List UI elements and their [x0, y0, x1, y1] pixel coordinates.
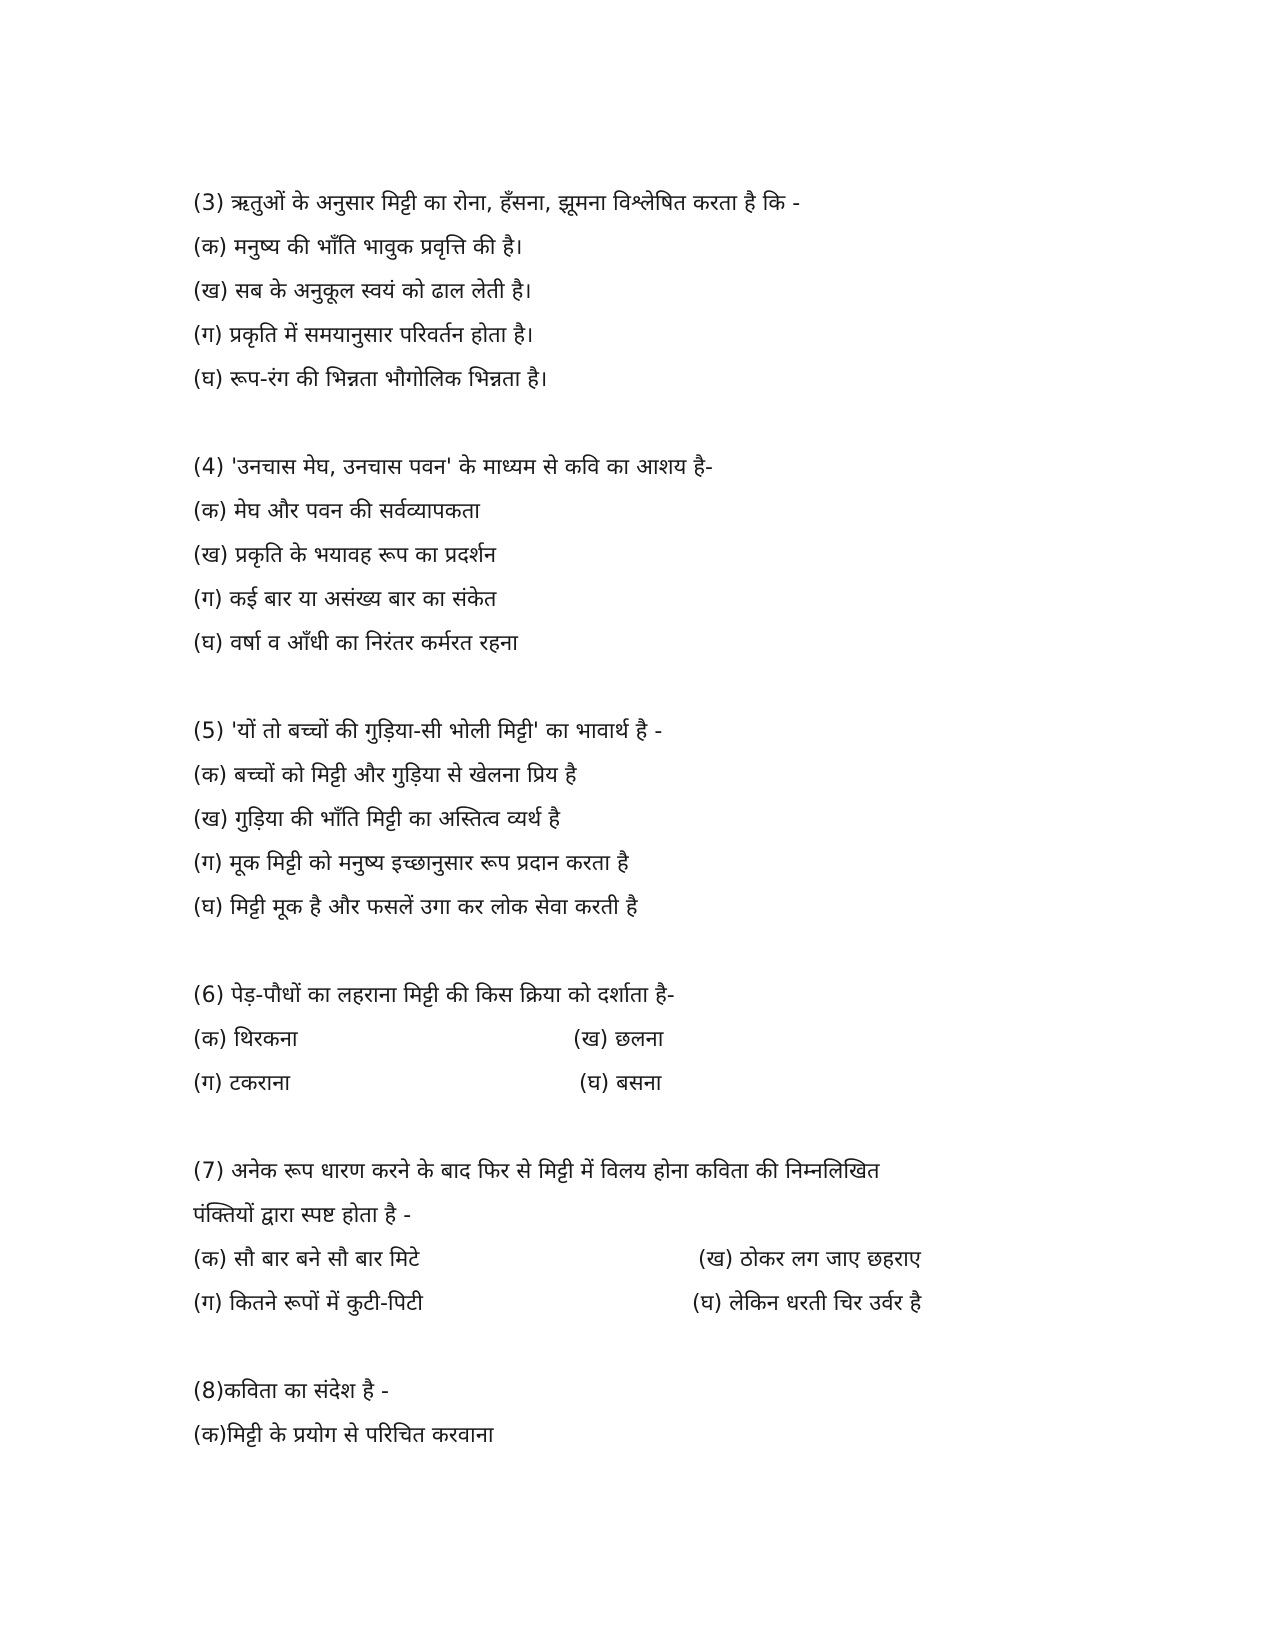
question-6-options-row-2 — [193, 1062, 1093, 1106]
question-7-option-kha: (ख) ठोकर लग जाए छहराए — [698, 1247, 921, 1272]
question-4-stem: (4) 'उनचास मेघ, उनचास पवन' के माध्यम से कवि का आशय है- — [193, 455, 713, 480]
question-3-stem: (3) ऋतुओं के अनुसार मिट्टी का रोना, हँसना, झूमना विश्लेषित करता है कि - — [193, 191, 801, 216]
question-5-option-gha: (घ) मिट्टी मूक है और फसलें उगा कर लोक सेवा करती है — [193, 895, 638, 920]
question-sheet — [193, 182, 1093, 1458]
question-5-option-ga: (ग) मूक मिट्टी को मनुष्य इच्छानुसार रूप प्रदान करता है — [193, 851, 629, 876]
question-3-option-kha: (ख) सब के अनुकूल स्वयं को ढाल लेती है। — [193, 279, 532, 304]
question-3-option-ka: (क) मनुष्य की भाँति भावुक प्रवृत्ति की है। — [193, 235, 523, 260]
question-8-option-ka: (क)मिट्टी के प्रयोग से परिचित करवाना — [193, 1423, 494, 1448]
spacer — [193, 930, 1093, 974]
question-3-option-ga: (ग) प्रकृति में समयानुसार परिवर्तन होता है। — [193, 323, 534, 348]
spacer — [193, 1326, 1093, 1370]
question-7-option-ga: (ग) कितने रूपों में कुटी-पिटी — [193, 1291, 423, 1316]
question-7-options-row-1 — [193, 1238, 1093, 1282]
question-7-stem-line-2: पंक्तियों द्वारा स्पष्ट होता है - — [193, 1203, 412, 1228]
question-6-option-ga: (ग) टकराना — [193, 1071, 291, 1096]
question-7-stem-line-1: (7) अनेक रूप धारण करने के बाद फिर से मिट्टी में विलय होना कविता की निम्नलिखित — [193, 1159, 880, 1184]
question-4-option-kha: (ख) प्रकृति के भयावह रूप का प्रदर्शन — [193, 543, 497, 568]
question-7-options-row-2 — [193, 1282, 1093, 1326]
question-7-option-gha: (घ) लेकिन धरती चिर उर्वर है — [692, 1291, 922, 1316]
question-3-option-gha: (घ) रूप-रंग की भिन्नता भौगोलिक भिन्नता है। — [193, 367, 548, 392]
spacer — [193, 666, 1093, 710]
spacer — [193, 402, 1093, 446]
question-6-option-gha: (घ) बसना — [579, 1071, 662, 1096]
question-6-stem: (6) पेड़-पौधों का लहराना मिट्टी की किस क्रिया को दर्शाता है- — [193, 983, 675, 1008]
question-6-options-row-1 — [193, 1018, 1093, 1062]
question-5-option-kha: (ख) गुड़िया की भाँति मिट्टी का अस्तित्व व्यर्थ है — [193, 807, 561, 832]
question-5-stem: (5) 'यों तो बच्चों की गुड़िया-सी भोली मिट्टी' का भावार्थ है - — [193, 719, 663, 744]
question-4-option-ka: (क) मेघ और पवन की सर्वव्यापकता — [193, 499, 480, 524]
question-6-option-ka: (क) थिरकना — [193, 1027, 298, 1052]
question-7-option-ka: (क) सौ बार बने सौ बार मिटे — [193, 1247, 420, 1272]
question-6-option-kha: (ख) छलना — [573, 1027, 664, 1052]
question-5-option-ka: (क) बच्चों को मिट्टी और गुड़िया से खेलना प्रिय है — [193, 763, 577, 788]
question-4-option-ga: (ग) कई बार या असंख्य बार का संकेत — [193, 587, 497, 612]
question-8-stem: (8)कविता का संदेश है - — [193, 1379, 389, 1404]
spacer — [193, 1106, 1093, 1150]
question-4-option-gha: (घ) वर्षा व आँधी का निरंतर कर्मरत रहना — [193, 631, 518, 656]
